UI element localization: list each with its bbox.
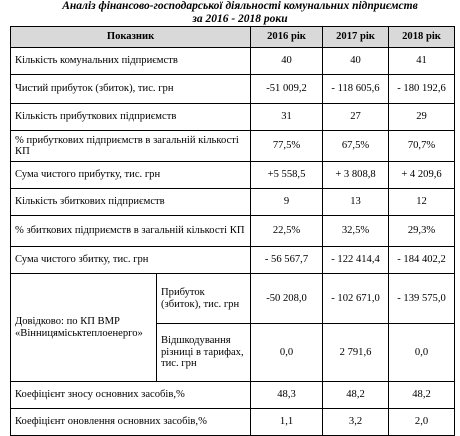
title-line-2: за 2016 - 2018 роки <box>192 13 288 25</box>
table-row <box>11 247 455 274</box>
table-row <box>11 162 455 189</box>
cell-2017: - 118 605,6 <box>323 75 389 104</box>
document-title <box>40 0 440 26</box>
row-label: % збиткових підприємств в загальній кількості КП <box>11 216 251 247</box>
row-label: Сума чистого збитку, тис. грн <box>11 247 251 274</box>
sub-row-label: Прибуток (збиток), тис. грн <box>157 274 251 324</box>
table-row <box>11 104 455 131</box>
cell-2018: 29,3% <box>389 216 455 247</box>
cell-2016: +5 558,5 <box>251 162 323 189</box>
table-row <box>11 75 455 104</box>
row-label: Кількість прибуткових підприємств <box>11 104 251 131</box>
cell-2016: 9 <box>251 189 323 216</box>
cell-2017: 32,5% <box>323 216 389 247</box>
cell-2016: 0,0 <box>251 324 323 382</box>
row-label: % прибуткових підприємств в загальній кількості КП <box>11 131 251 162</box>
cell-2017: 67,5% <box>323 131 389 162</box>
table-row <box>11 216 455 247</box>
table-row <box>11 274 455 324</box>
row-label: Кількість збиткових підприємств <box>11 189 251 216</box>
header-row <box>11 27 455 48</box>
header-indicator: Показник <box>11 27 251 48</box>
cell-2016: 1,1 <box>251 409 323 436</box>
header-year-2018: 2018 рік <box>389 27 455 48</box>
financial-analysis-table <box>10 26 455 436</box>
cell-2016: - 56 567,7 <box>251 247 323 274</box>
cell-2017: 48,2 <box>323 382 389 409</box>
row-label: Кількість комунальних підприємств <box>11 48 251 75</box>
cell-2018: + 4 209,6 <box>389 162 455 189</box>
cell-2018: 12 <box>389 189 455 216</box>
cell-2018: 41 <box>389 48 455 75</box>
cell-2017: + 3 808,8 <box>323 162 389 189</box>
table-row <box>11 409 455 436</box>
cell-2016: 40 <box>251 48 323 75</box>
row-label: Чистий прибуток (збиток), тис. грн <box>11 75 251 104</box>
cell-2017: - 122 414,4 <box>323 247 389 274</box>
table-row <box>11 131 455 162</box>
cell-2018: - 184 402,2 <box>389 247 455 274</box>
title-line-1: Аналіз фінансово-господарської діяльності комунальних підприємств <box>62 0 418 12</box>
cell-2017: 3,2 <box>323 409 389 436</box>
table-row <box>11 189 455 216</box>
cell-2016: 48,3 <box>251 382 323 409</box>
row-label: Коефіцієнт оновлення основних засобів,% <box>11 409 251 436</box>
sub-row-label: Відшкодування різниці в тарифах, тис. грн <box>157 324 251 382</box>
cell-2016: 77,5% <box>251 131 323 162</box>
cell-2017: 2 791,6 <box>323 324 389 382</box>
table-row <box>11 382 455 409</box>
cell-2016: 31 <box>251 104 323 131</box>
cell-2018: 70,7% <box>389 131 455 162</box>
table-row <box>11 48 455 75</box>
cell-2018: 29 <box>389 104 455 131</box>
cell-2018: 0,0 <box>389 324 455 382</box>
row-label: Коефіцієнт зносу основних засобів,% <box>11 382 251 409</box>
cell-2017: 13 <box>323 189 389 216</box>
cell-2017: - 102 671,0 <box>323 274 389 324</box>
cell-2017: 27 <box>323 104 389 131</box>
header-year-2016: 2016 рік <box>251 27 323 48</box>
cell-2018: - 180 192,6 <box>389 75 455 104</box>
cell-2018: 2,0 <box>389 409 455 436</box>
cell-2016: -51 009,2 <box>251 75 323 104</box>
reference-label: Довідково: по КП ВМР «Вінницяміськтеплоенерго» <box>11 274 157 382</box>
header-year-2017: 2017 рік <box>323 27 389 48</box>
cell-2018: - 139 575,0 <box>389 274 455 324</box>
row-label: Сума чистого прибутку, тис. грн <box>11 162 251 189</box>
cell-2016: 22,5% <box>251 216 323 247</box>
cell-2018: 48,2 <box>389 382 455 409</box>
cell-2016: -50 208,0 <box>251 274 323 324</box>
cell-2017: 40 <box>323 48 389 75</box>
